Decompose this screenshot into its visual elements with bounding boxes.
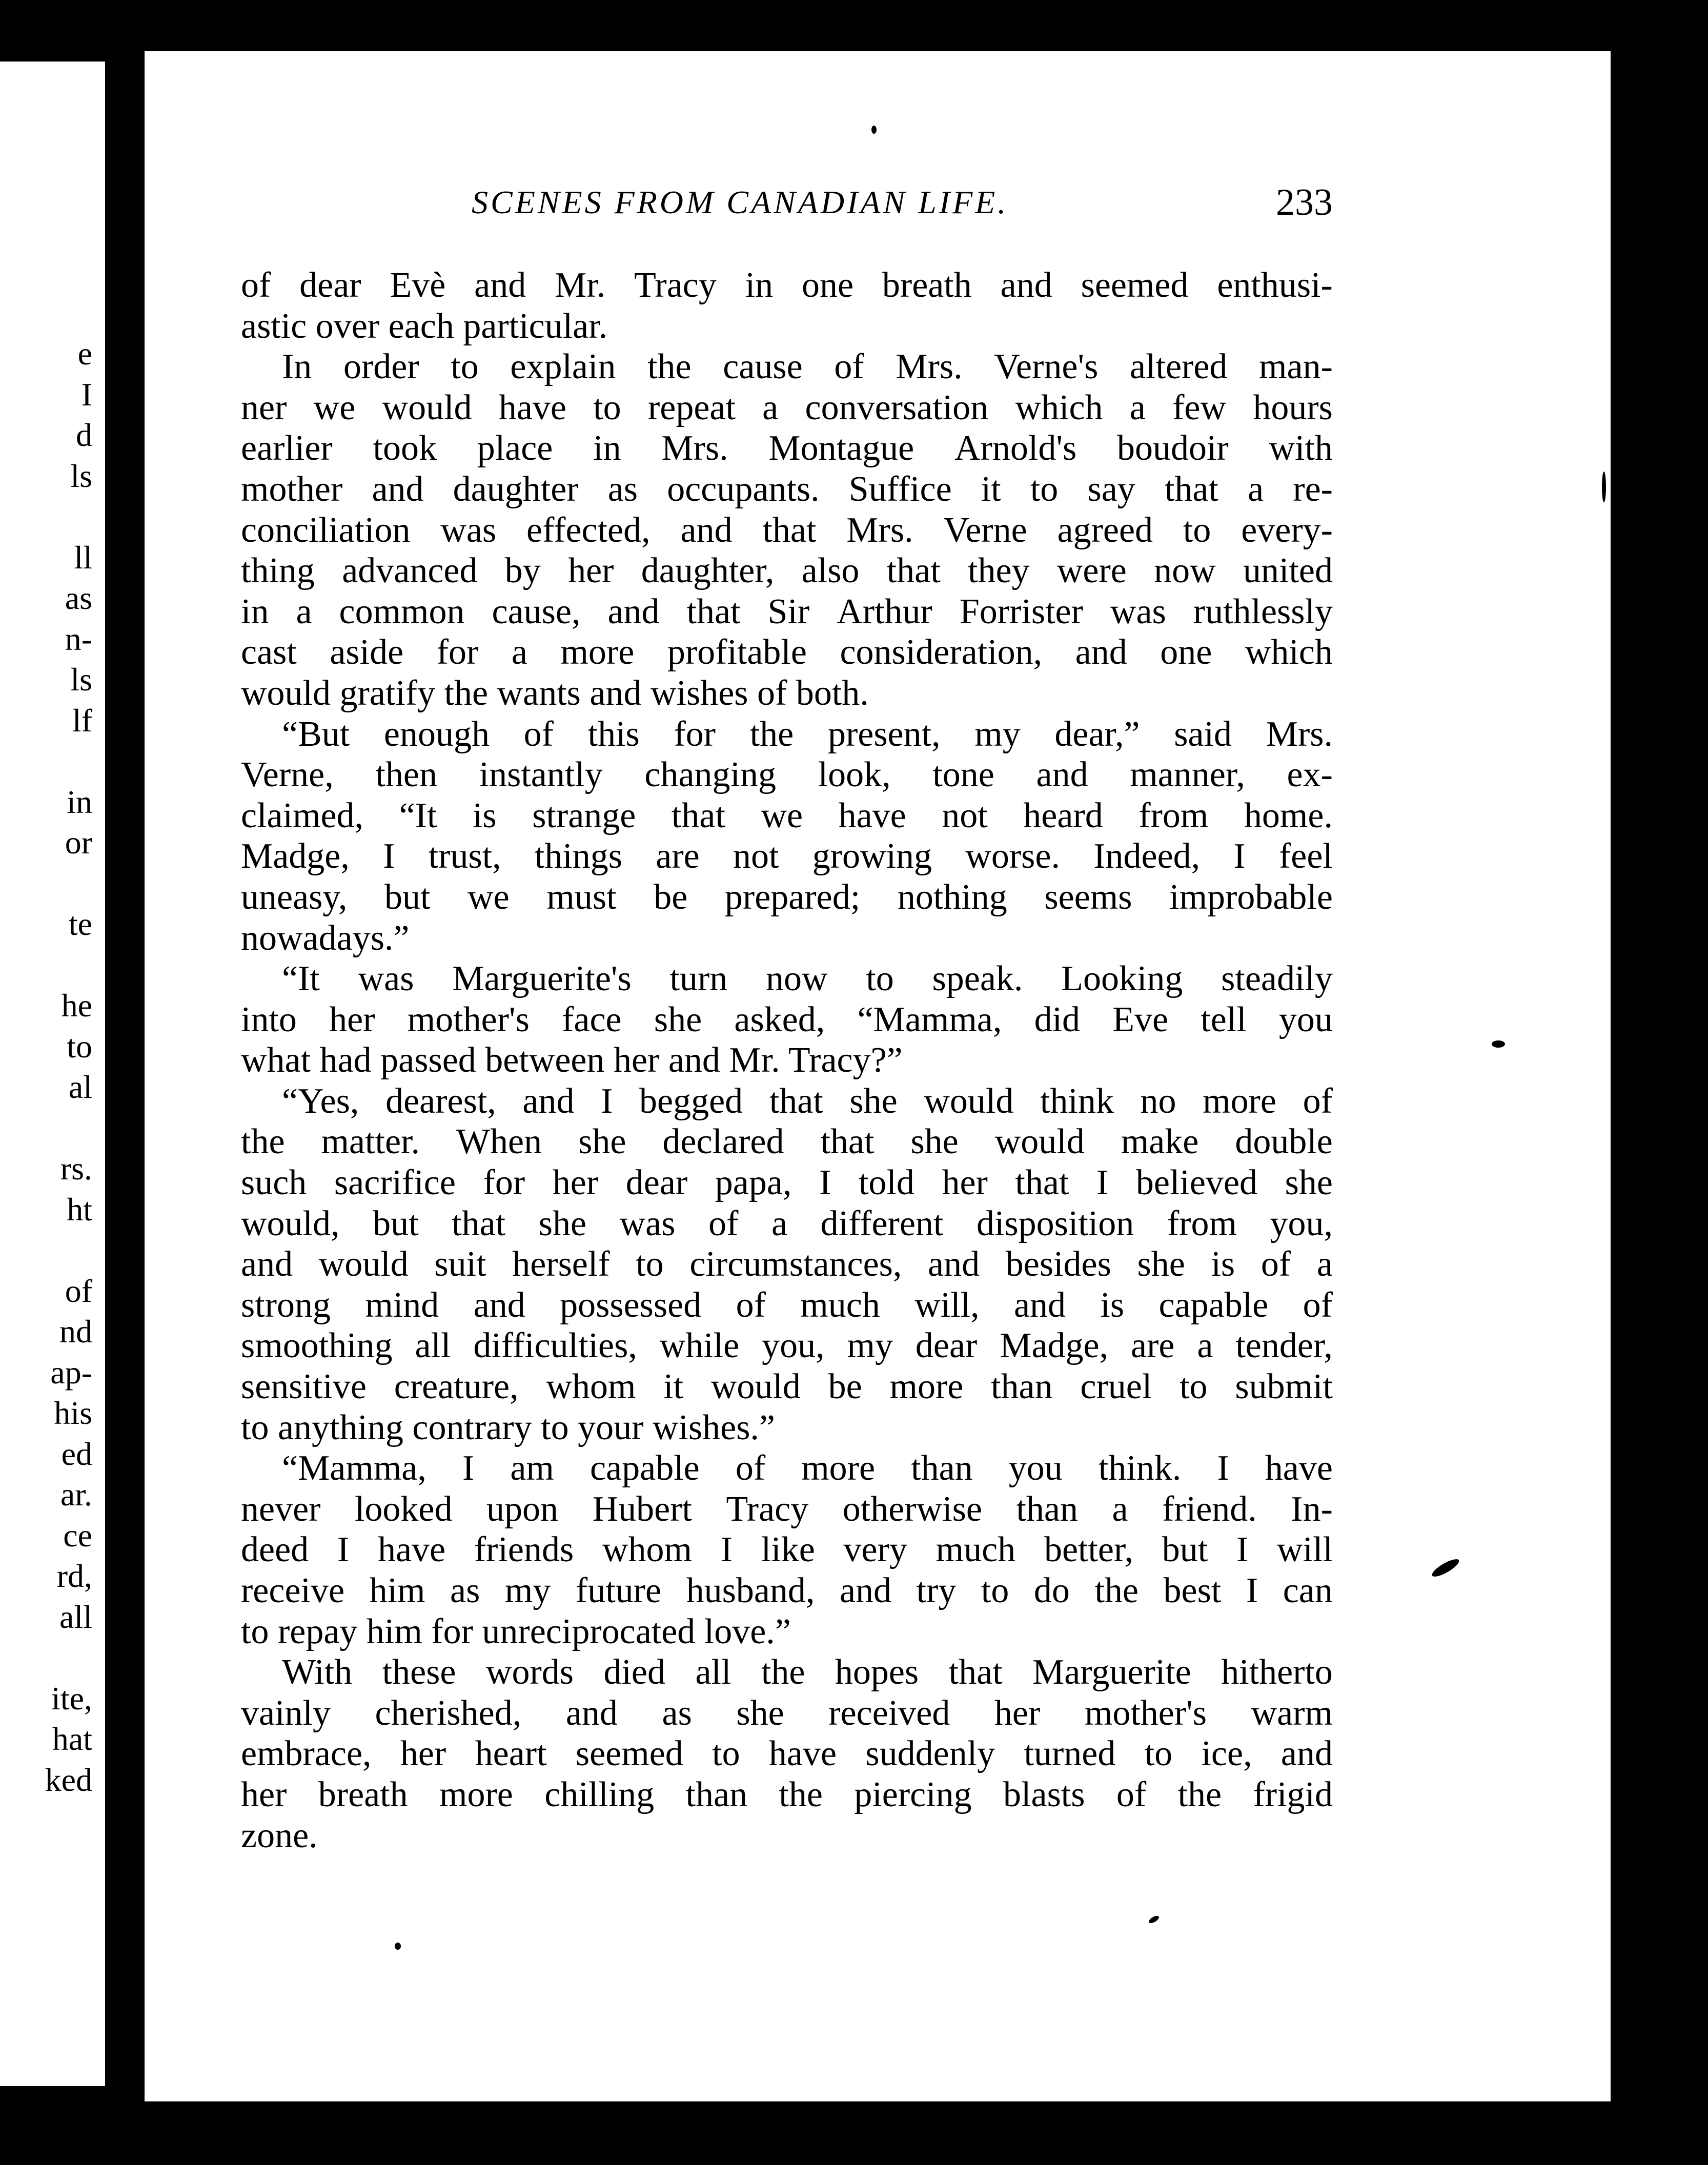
facing-page-fragment: rd, [56, 1558, 92, 1594]
facing-page-fragment: all [59, 1598, 92, 1635]
text-line: of dear Evè and Mr. Tracy in one breath and seemed enthusi- [241, 265, 1333, 305]
text-line: mother and daughter as occupants. Suffice it to say that a re- [241, 469, 1333, 509]
gutter-shadow [105, 56, 144, 2096]
scan-speckle [871, 126, 877, 134]
text-line: With these words died all the hopes that Marguerite hitherto [282, 1652, 1333, 1692]
text-line: receive him as my future husband, and try to do the best I can [241, 1571, 1333, 1610]
facing-page-fragment: ll [74, 539, 92, 576]
text-line: thing advanced by her daughter, also that they were now united [241, 551, 1333, 591]
text-line: “It was Marguerite's turn now to speak. Looking steadily [282, 959, 1333, 999]
facing-page-fragment: lf [72, 702, 92, 739]
facing-page-fragment: ce [63, 1517, 92, 1554]
text-line: what had passed between her and Mr. Tracy?” [241, 1040, 903, 1080]
text-line: uneasy, but we must be prepared; nothing seems improbable [241, 877, 1333, 917]
text-line: and would suit herself to circumstances, and besides she is of a [241, 1244, 1333, 1284]
text-line: into her mother's face she asked, “Mamma, did Eve tell you [241, 999, 1333, 1039]
text-line: cast aside for a more profitable consideration, and one which [241, 632, 1333, 672]
text-line: to repay him for unreciprocated love.” [241, 1611, 791, 1651]
facing-page-fragment: ls [70, 661, 92, 698]
facing-page-strip [0, 62, 105, 2086]
facing-page-fragment: ite, [51, 1680, 92, 1717]
facing-page-fragment: te [68, 906, 92, 942]
facing-page-fragment: his [54, 1395, 92, 1431]
text-line: smoothing all difficulties, while you, my dear Madge, are a tender, [241, 1326, 1333, 1366]
text-line: Madge, I trust, things are not growing worse. Indeed, I feel [241, 836, 1333, 876]
text-line: would, but that she was of a different disposition from you, [241, 1203, 1333, 1243]
page-number: 233 [1276, 181, 1333, 223]
text-line: such sacrifice for her dear papa, I told her that I believed she [241, 1163, 1333, 1203]
facing-page-fragment [0, 741, 103, 782]
text-line: vainly cherished, and as she received her mother's warm [241, 1693, 1333, 1733]
facing-page-fragment: as [65, 580, 92, 616]
paragraph [241, 1081, 1333, 1448]
facing-page-fragment: or [65, 824, 92, 861]
text-line: sensitive creature, whom it would be more than cruel to submit [241, 1367, 1333, 1407]
text-line: the matter. When she declared that she would make double [241, 1122, 1333, 1162]
text-line: embrace, her heart seemed to have suddenly turned to ice, and [241, 1734, 1333, 1774]
paragraph [241, 1448, 1333, 1652]
page-header [328, 174, 1333, 231]
facing-page-fragment: in [67, 783, 92, 820]
facing-page-fragment: al [68, 1069, 92, 1105]
facing-page-fragment [0, 945, 103, 986]
paragraph [241, 714, 1333, 959]
facing-page-fragment [0, 1108, 103, 1149]
facing-page-fragment [0, 496, 103, 537]
paragraph [241, 346, 1333, 713]
scan-speckle [1602, 472, 1606, 502]
text-line: zone. [241, 1815, 318, 1855]
facing-page-fragment: hat [52, 1721, 92, 1757]
paragraph [241, 265, 1333, 346]
facing-page-fragment: he [61, 987, 92, 1024]
facing-page-fragment: ar. [60, 1476, 92, 1513]
text-line: In order to explain the cause of Mrs. Verne's altered man- [282, 347, 1333, 387]
facing-page-fragment: ls [70, 457, 92, 494]
facing-page-fragment [0, 1230, 103, 1271]
facing-page-fragment: d [76, 417, 92, 453]
facing-page-fragment: to [67, 1028, 92, 1065]
text-line: claimed, “It is strange that we have not heard from home. [241, 795, 1333, 835]
running-title: SCENES FROM CANADIAN LIFE. [472, 184, 1009, 220]
text-line: ner we would have to repeat a conversation which a few hours [241, 387, 1333, 427]
text-line: in a common cause, and that Sir Arthur Forrister was ruthlessly [241, 591, 1333, 631]
facing-page-fragment: ed [61, 1435, 92, 1472]
facing-page-fragment: e [77, 335, 92, 372]
facing-page-fragment: n- [65, 620, 92, 657]
facing-page-fragment: ap- [50, 1354, 92, 1391]
text-line: would gratify the wants and wishes of both. [241, 673, 869, 713]
text-line: “Mamma, I am capable of more than you think. I have [282, 1448, 1333, 1488]
text-line: astic over each particular. [241, 306, 608, 346]
facing-page-fragment: ked [45, 1761, 92, 1798]
text-line: earlier took place in Mrs. Montague Arnold's boudoir with [241, 428, 1333, 468]
paragraph [241, 958, 1333, 1081]
text-line: never looked upon Hubert Tracy otherwise than a friend. In- [241, 1489, 1333, 1529]
text-line: Verne, then instantly changing look, tone and manner, ex- [241, 755, 1333, 795]
facing-page-fragment: I [81, 376, 92, 413]
facing-page-fragment: of [65, 1272, 92, 1309]
facing-page-fragment [0, 1637, 103, 1678]
text-line: strong mind and possessed of much will, and is capable of [241, 1285, 1333, 1325]
text-line: nowadays.” [241, 918, 410, 958]
text-line: her breath more chilling than the piercing blasts of the frigid [241, 1774, 1333, 1814]
text-line: “Yes, dearest, and I begged that she would think no more of [282, 1081, 1333, 1121]
facing-page-fragment: nd [59, 1313, 92, 1350]
facing-page-fragment: rs. [60, 1150, 92, 1187]
body-text [241, 265, 1333, 1856]
text-line: “But enough of this for the present, my dear,” said Mrs. [282, 714, 1333, 754]
facing-page-fragment: ht [67, 1191, 92, 1228]
scan-speckle [395, 1943, 401, 1950]
paragraph [241, 1652, 1333, 1856]
text-line: to anything contrary to your wishes.” [241, 1407, 776, 1447]
facing-page-fragment [0, 863, 103, 904]
text-line: deed I have friends whom I like very much better, but I will [241, 1530, 1333, 1570]
facing-page-fragments [0, 333, 103, 1800]
scan-speckle [1492, 1040, 1505, 1048]
scan-border-right [1611, 51, 1708, 2165]
text-line: conciliation was effected, and that Mrs. Verne agreed to every- [241, 510, 1333, 550]
